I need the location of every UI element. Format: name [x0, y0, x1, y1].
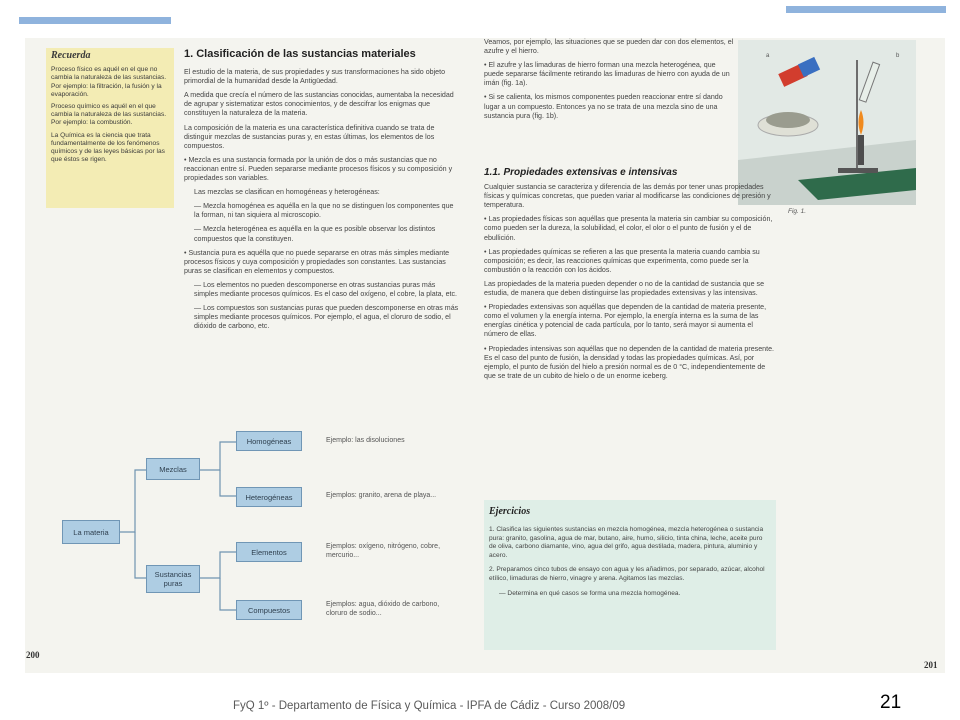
stand-rod [856, 60, 858, 170]
bullet-sustancia-pura: • Sustancia pura es aquélla que no puede separarse en otras más simples mediante procesos físicos y cuya composición y propiedades son constantes. Las sustancias puras se clasifican en elementos y compuestos. [184, 248, 450, 275]
recuerda-chemistry: La Química es la ciencia que trata fundamentalmente de los fenómenos químicos y de las leyes básicas por las que éstos se rigen. [51, 131, 165, 164]
node-mezclas: Mezclas [146, 458, 200, 480]
classification-diagram [40, 410, 470, 640]
ejercicios-box [484, 500, 776, 650]
exercise-1: 1. Clasifica las siguientes sustancias en mezcla homogénea, mezcla heterogénea o sustancia pura: granito, gasolina, agua de mar, butano, aire, humo, silicio, tinta china, leche, aceite puro de oliva, carbono diamante, vino, agua del grifo, agua destilada, madera, pintura, aluminio y acero. [489, 526, 764, 559]
right-page-intro [484, 38, 734, 126]
paragraph: La composición de la materia es una característica definitiva cuando se trata de distinguir mezclas de sustancias puras y, en estas últimas, los elementos de los compuestos. [184, 123, 435, 150]
paragraph: Veamos, por ejemplo, las situaciones que se pueden dar con dos elementos, el azufre y el hierro. [484, 38, 734, 56]
bullet-extensivas: • Propiedades extensivas son aquéllas que dependen de la cantidad de materia presente, como el volumen y la energía interna. Por ejemplo, la energía interna es la suma de las energías cinética y potencial de cada partícula, por lo tanto, será mayor si aumenta el número de ellas. [484, 303, 767, 339]
node-compuestos: Compuestos [236, 600, 302, 620]
dash-homogenea: — Mezcla homogénea es aquélla en la que no se distinguen los componentes que la forman, ni tan siquiera al microscopio. [194, 202, 454, 220]
bullet-intensivas: • Propiedades intensivas son aquéllas que no dependen de la cantidad de materia presente. Es el caso del punto de fusión, la densidad y todas las propiedades químicas. Así, por ejemplo, el punto de fusión del hielo a presión normal es de 0 °C, independientemente de que se trate de un cubito de hielo o de un enorme iceberg. [484, 344, 774, 380]
ejercicios-title: Ejercicios [489, 506, 531, 517]
dash-elementos: — Los elementos no pueden descomponerse en otras sustancias puras más simples mediante procesos químicos. Es el caso del oxígeno, el cobre, la plata, etc. [194, 280, 457, 298]
bullet-mezcla: • Mezcla es una sustancia formada por la unión de dos o más sustancias que no reaccionan entre sí. Pueden separarse mediante procesos físicos y su composición y propiedades son variables. [184, 155, 453, 183]
page-number-right: 201 [924, 660, 938, 670]
node-elementos: Elementos [236, 542, 302, 562]
bunsen-burner [858, 135, 864, 165]
slide-number: 21 [880, 692, 902, 713]
subsection-heading: 1.1. Propiedades extensivas e intensivas [484, 167, 678, 178]
paragraph: Las propiedades de la materia pueden depender o no de la cantidad de sustancia que se estudia, de manera que deben distinguirse las propiedades extensivas y las intensivas. [484, 279, 765, 298]
node-homogeneas: Homogéneas [236, 431, 302, 451]
bullet-azufre: • El azufre y las limaduras de hierro forman una mezcla heterogénea, que puede separarse fácilmente retirando las limaduras de hierro con ayuda de un imán (fig. 1a). [484, 61, 730, 88]
recuerda-physical: Proceso físico es aquél en el que no cambia la naturaleza de las sustancias. Por ejemplo: la filtración, la fusión y la evaporación. [51, 66, 167, 98]
bullet-calienta: • Si se calienta, los mismos componentes pueden reaccionar entre sí dando lugar a un compuesto. Entonces ya no se trata de una mezcla sino de una sustancia pura (fig. 1b). [484, 93, 723, 120]
paragraph: Las mezclas se clasifican en homogéneas y heterogéneas: [194, 188, 380, 197]
dash-compuestos: — Los compuestos son sustancias puras que pueden descomponerse en otras más simples mediante procesos químicos. Por ejemplo, el agua, el cloruro de sodio, el dióxido de carbono, etc. [194, 304, 459, 331]
top-right-accent-bar [786, 6, 946, 13]
dash-heterogenea: — Mezcla heterogénea es aquélla en la que es posible observar los distintos compuestos que la constituyen. [194, 225, 436, 243]
stand-base [838, 168, 878, 173]
fig-label-b: b [896, 53, 900, 59]
node-heterogeneas: Heterogéneas [236, 487, 302, 507]
right-page-section [484, 168, 776, 386]
paragraph: El estudio de la materia, de sus propiedades y sus transformaciones ha sido objeto primordial de la humanidad desde la Antigüedad. [184, 68, 446, 86]
node-la-materia: La materia [62, 520, 120, 544]
page-number-left: 200 [26, 650, 40, 660]
recuerda-title: Recuerda [51, 50, 91, 61]
exercise-2-task: — Determina en qué casos se forma una mezcla homogénea. [499, 589, 681, 597]
top-left-accent-bar [19, 17, 171, 24]
ejercicios-body [489, 526, 769, 604]
iron-sulfur-mix [766, 112, 810, 128]
bullet-quimicas: • Las propiedades químicas se refieren a las que presenta la materia cuando cambia su composición; es decir, las reacciones químicas que experimenta, como puede ser la combustión o la reacción con los ácidos. [484, 247, 760, 274]
example-heterogeneas: Ejemplos: granito, arena de playa... [326, 492, 437, 499]
example-elementos: Ejemplos: oxígeno, nitrógeno, cobre, mercurio... [326, 543, 441, 559]
figure-caption: Fig. 1. [788, 208, 807, 215]
fig-label-a: a [766, 53, 770, 59]
bullet-fisicas: • Las propiedades físicas son aquéllas que presenta la materia sin cambiar su composición, como pueden ser la dureza, la solubilidad, el color, el olor o el punto de fusión y el de ebullición. [484, 215, 773, 242]
paragraph: A medida que crecía el número de las sustancias conocidas, aumentaba la necesidad de agrupar y sistematizar estos conocimientos, y de descifrar los enigmas que constituyen la naturaleza de la materia. [184, 91, 454, 118]
exercise-2: 2. Preparamos cinco tubos de ensayo con agua y les añadimos, por separado, azúcar, alcohol etílico, limaduras de hierro, vinagre y arena. Agitamos las mezclas. [489, 566, 765, 582]
recuerda-box [46, 48, 174, 208]
node-sustancias-puras: Sustancias puras [146, 565, 200, 593]
footer-text: FyQ 1º - Departamento de Física y Química - IPFA de Cádiz - Curso 2008/09 [233, 700, 626, 712]
example-homogeneas: Ejemplo: las disoluciones [326, 437, 405, 444]
paragraph: Cualquier sustancia se caracteriza y diferencia de las demás por tener unas propiedades físicas y químicas concretas, que pueden variar al modificarse las condiciones de presión y temperatura. [484, 183, 771, 210]
recuerda-chemical: Proceso químico es aquél en el que cambia la naturaleza de las sustancias. Por ejemplo: la combustión. [51, 103, 167, 127]
left-page-text [184, 50, 459, 336]
example-compuestos: Ejemplos: agua, dióxido de carbono, cloruro de sodio... [326, 601, 440, 617]
section-heading: 1. Clasificación de las sustancias materiales [184, 48, 416, 60]
